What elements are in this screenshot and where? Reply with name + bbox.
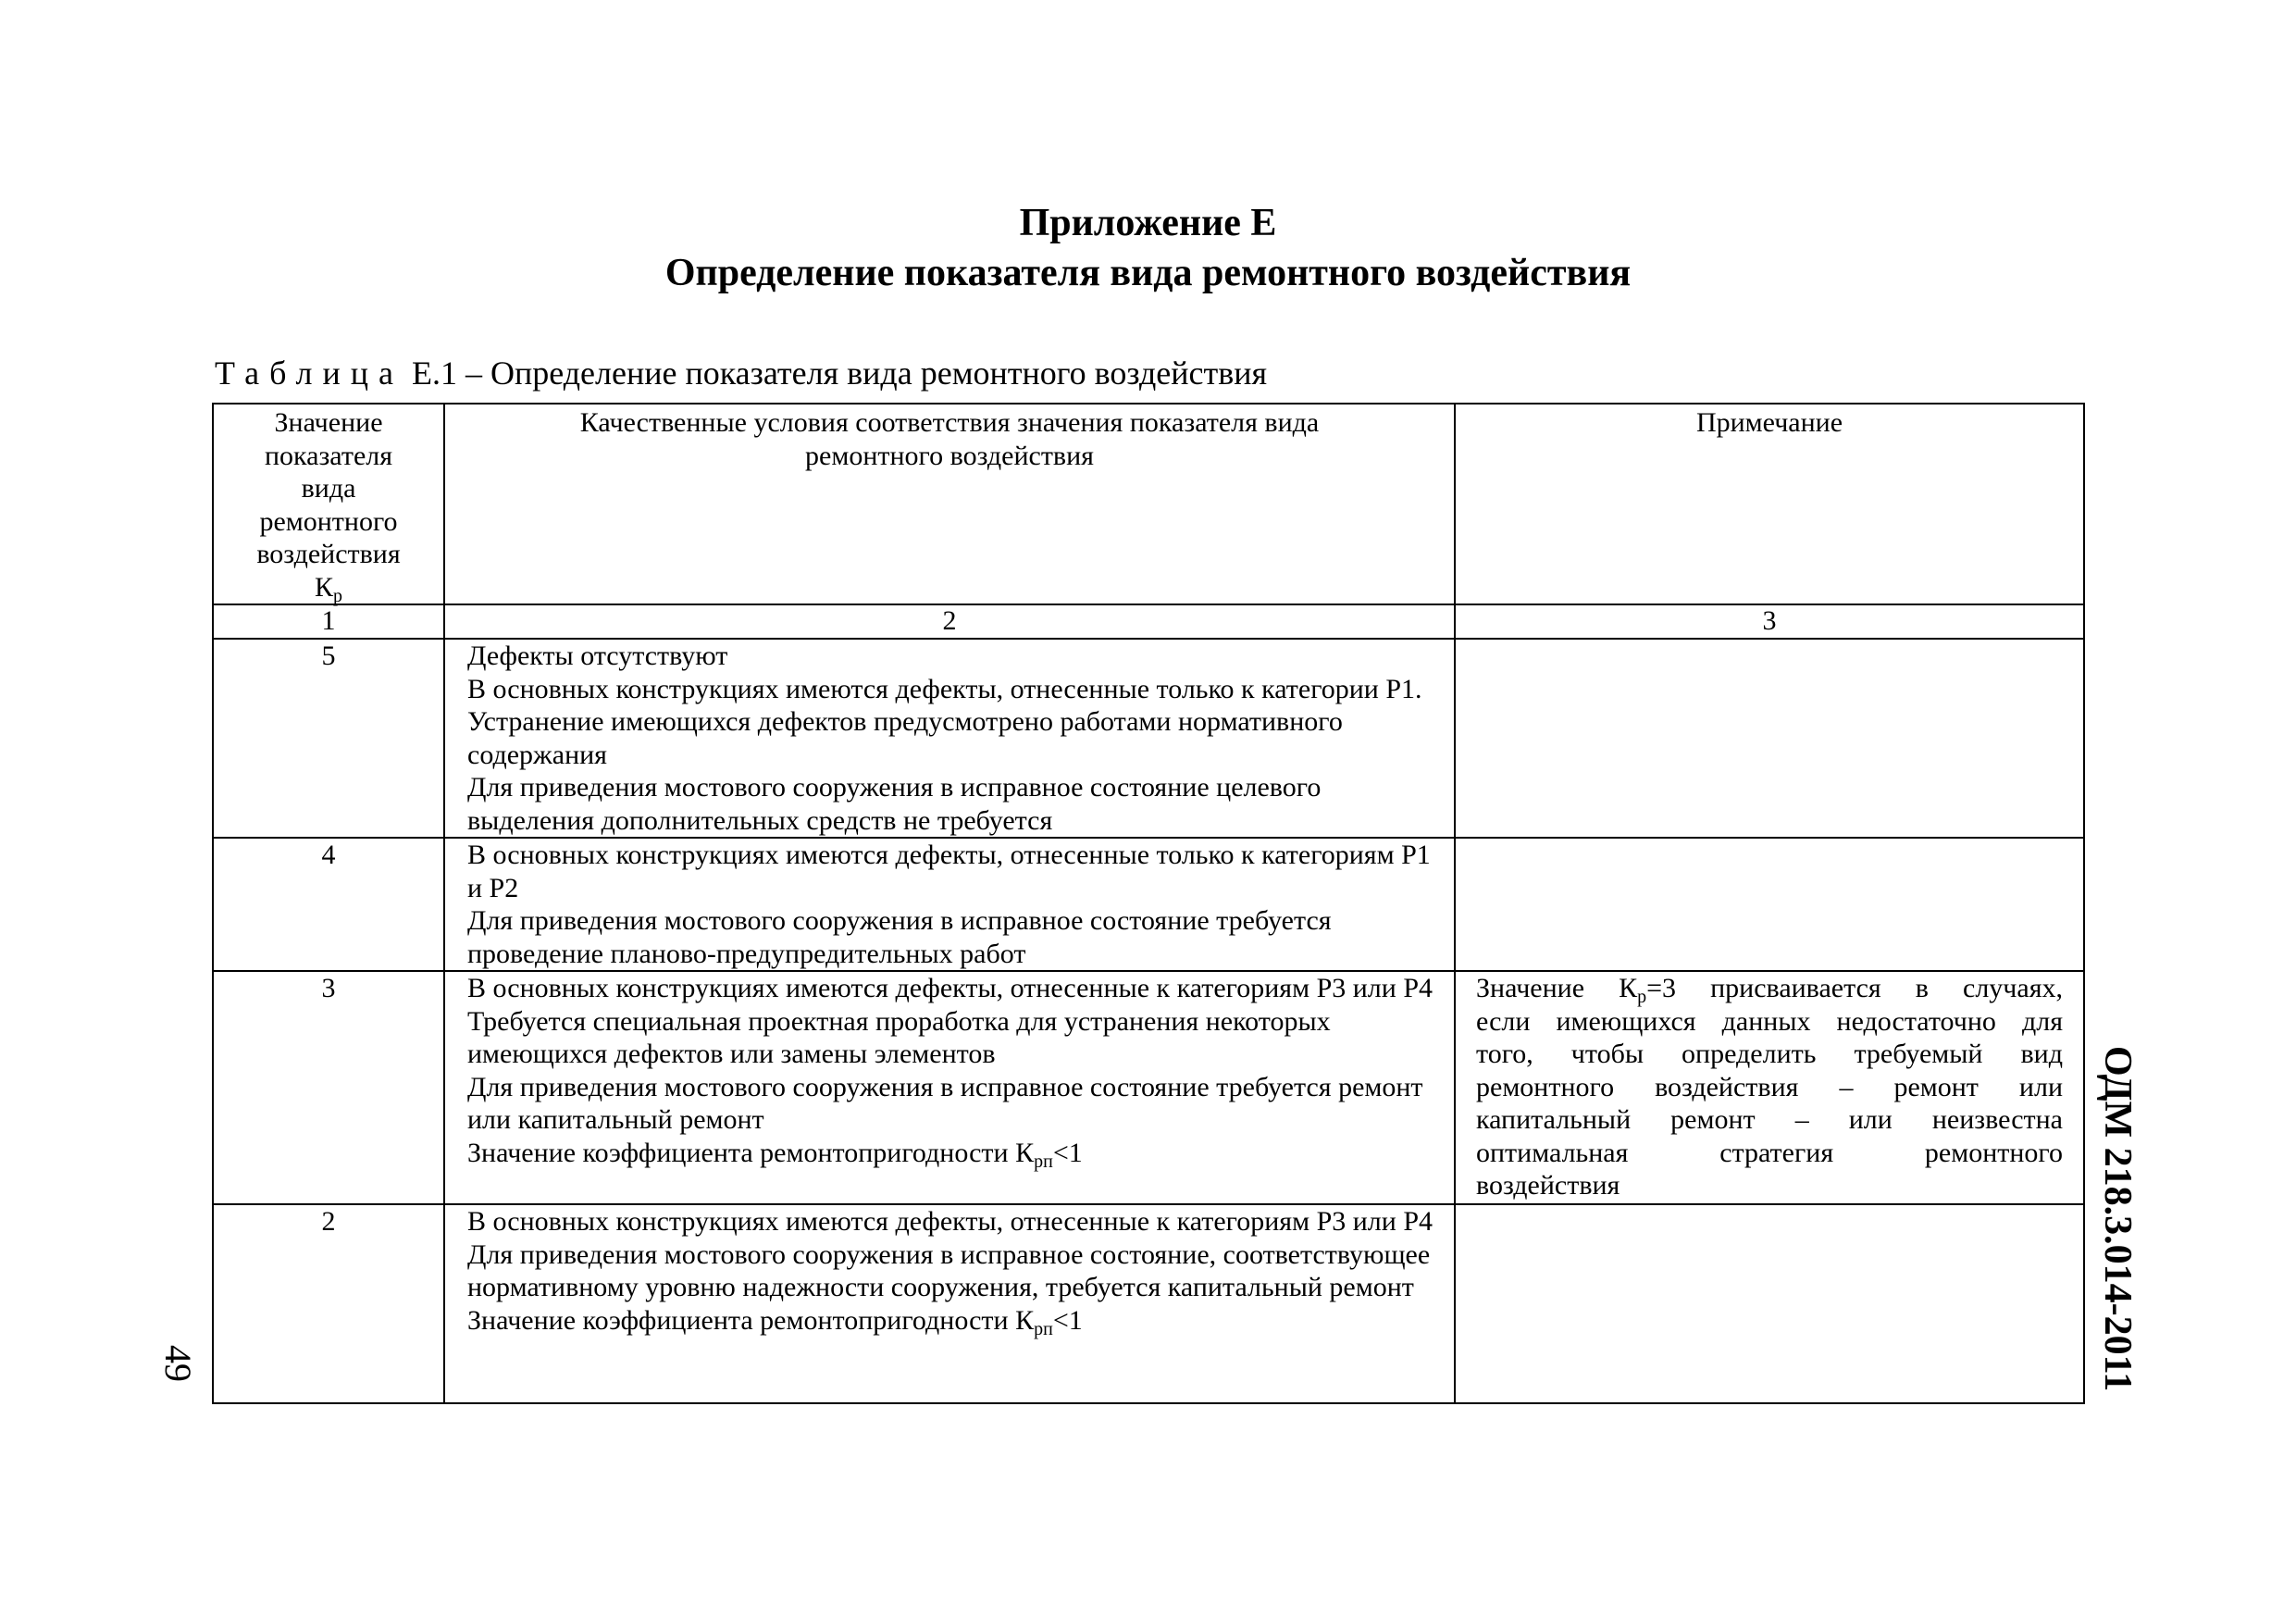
note-cell xyxy=(1455,639,2084,838)
repair-index-table xyxy=(212,403,2085,1404)
header-col1-line: ремонтного xyxy=(259,505,398,537)
condition-text: Для приведения мостового сооружения в исправное состояние требуется проведение планово-предупредительных работ xyxy=(467,905,1332,969)
note-line: ремонтного воздействия – ремонт или xyxy=(1476,1071,2063,1102)
conditions-cell xyxy=(444,1204,1455,1403)
header-col3: Примечание xyxy=(1455,404,2084,604)
column-number: 2 xyxy=(444,604,1455,639)
coefficient-text: Значение коэффициента ремонтопригодности $К_{рп}<1$ xyxy=(467,1137,1083,1172)
header-col1 xyxy=(213,404,444,604)
note-line: оптимальная стратегия ремонтного xyxy=(1476,1137,2063,1168)
condition-text: В основных конструкциях имеются дефекты, отнесенные к категориям Р3 или Р4 xyxy=(467,1206,1433,1237)
note-line: Значение $К_р=3$ присваивается в случаях, xyxy=(1476,973,2063,1007)
table-row xyxy=(213,639,2084,838)
table-caption-prefix: Таблица xyxy=(215,355,403,392)
table-caption-text: Е.1 – Определение показателя вида ремонтного воздействия xyxy=(403,355,1268,392)
header-col2 xyxy=(444,404,1455,604)
note-cell xyxy=(1455,1204,2084,1403)
condition-text: Для приведения мостового сооружения в исправное состояние требуется ремонт или капитальный ремонт xyxy=(467,1071,1423,1135)
kp-value: 2 xyxy=(213,1204,444,1403)
condition-text: В основных конструкциях имеются дефекты, отнесенные только к категориям Р1 и Р2 xyxy=(467,840,1431,903)
table-row xyxy=(213,971,2084,1204)
conditions-cell xyxy=(444,838,1455,971)
table-row xyxy=(213,838,2084,971)
condition-text: Для приведения мостового сооружения в исправное состояние, соответствующее нормативному уровню надежности сооружения, требуется капитальный ремонт xyxy=(467,1238,1431,1302)
note-line: того, чтобы определить требуемый вид xyxy=(1476,1039,2063,1069)
conditions-cell xyxy=(444,971,1455,1204)
conditions-cell xyxy=(444,639,1455,838)
condition-text: Дефекты отсутствуют xyxy=(467,641,728,671)
appendix-title: Приложение Е xyxy=(1019,202,1277,244)
note-line: капитальный ремонт – или неизвестна xyxy=(1476,1104,2063,1135)
header-col2-line: Качественные условия соответствия значения показателя вида xyxy=(579,407,1320,438)
table-row xyxy=(213,1204,2084,1403)
document-code: ОДМ 218.3.014-2011 xyxy=(2096,1046,2139,1392)
header-col1-symbol: $К_р$ xyxy=(314,571,342,606)
column-number-row xyxy=(213,604,2084,639)
condition-text: Требуется специальная проектная проработка для устранения некоторых имеющихся дефектов или замены элементов xyxy=(467,1005,1331,1069)
header-col1-line: показателя xyxy=(264,440,393,471)
coefficient-text: Значение коэффициента ремонтопригодности $К_{рп}<1$ xyxy=(467,1304,1083,1339)
table-caption xyxy=(215,354,1267,392)
header-col1-line: Значение xyxy=(274,407,383,438)
table-header-row xyxy=(213,404,2084,604)
kp-value: 4 xyxy=(213,838,444,971)
note-cell xyxy=(1455,971,2084,1204)
condition-text: В основных конструкциях имеются дефекты, отнесенные только к категории Р1. Устранение имеющихся дефектов предусмотрено работами нормативного содержания xyxy=(467,673,1422,770)
page-number: 49 xyxy=(157,1345,199,1382)
condition-text: Для приведения мостового сооружения в исправное состояние целевого выделения дополнительных средств не требуется xyxy=(467,772,1322,836)
note-line: если имеющихся данных недостаточно для xyxy=(1476,1005,2063,1037)
note-cell xyxy=(1455,838,2084,971)
condition-text: В основных конструкциях имеются дефекты, отнесенные к категориям Р3 или Р4 xyxy=(467,973,1433,1003)
column-number: 1 xyxy=(213,604,444,639)
kp-value: 3 xyxy=(213,971,444,1204)
header-col1-line: воздействия xyxy=(256,539,401,569)
appendix-subtitle: Определение показателя вида ремонтного воздействия xyxy=(664,252,1632,294)
header-col2-line: ремонтного воздействия xyxy=(805,440,1094,471)
kp-value: 5 xyxy=(213,639,444,838)
note-line: воздействия xyxy=(1476,1170,1620,1201)
column-number: 3 xyxy=(1455,604,2084,639)
header-col1-line: вида xyxy=(301,473,356,504)
